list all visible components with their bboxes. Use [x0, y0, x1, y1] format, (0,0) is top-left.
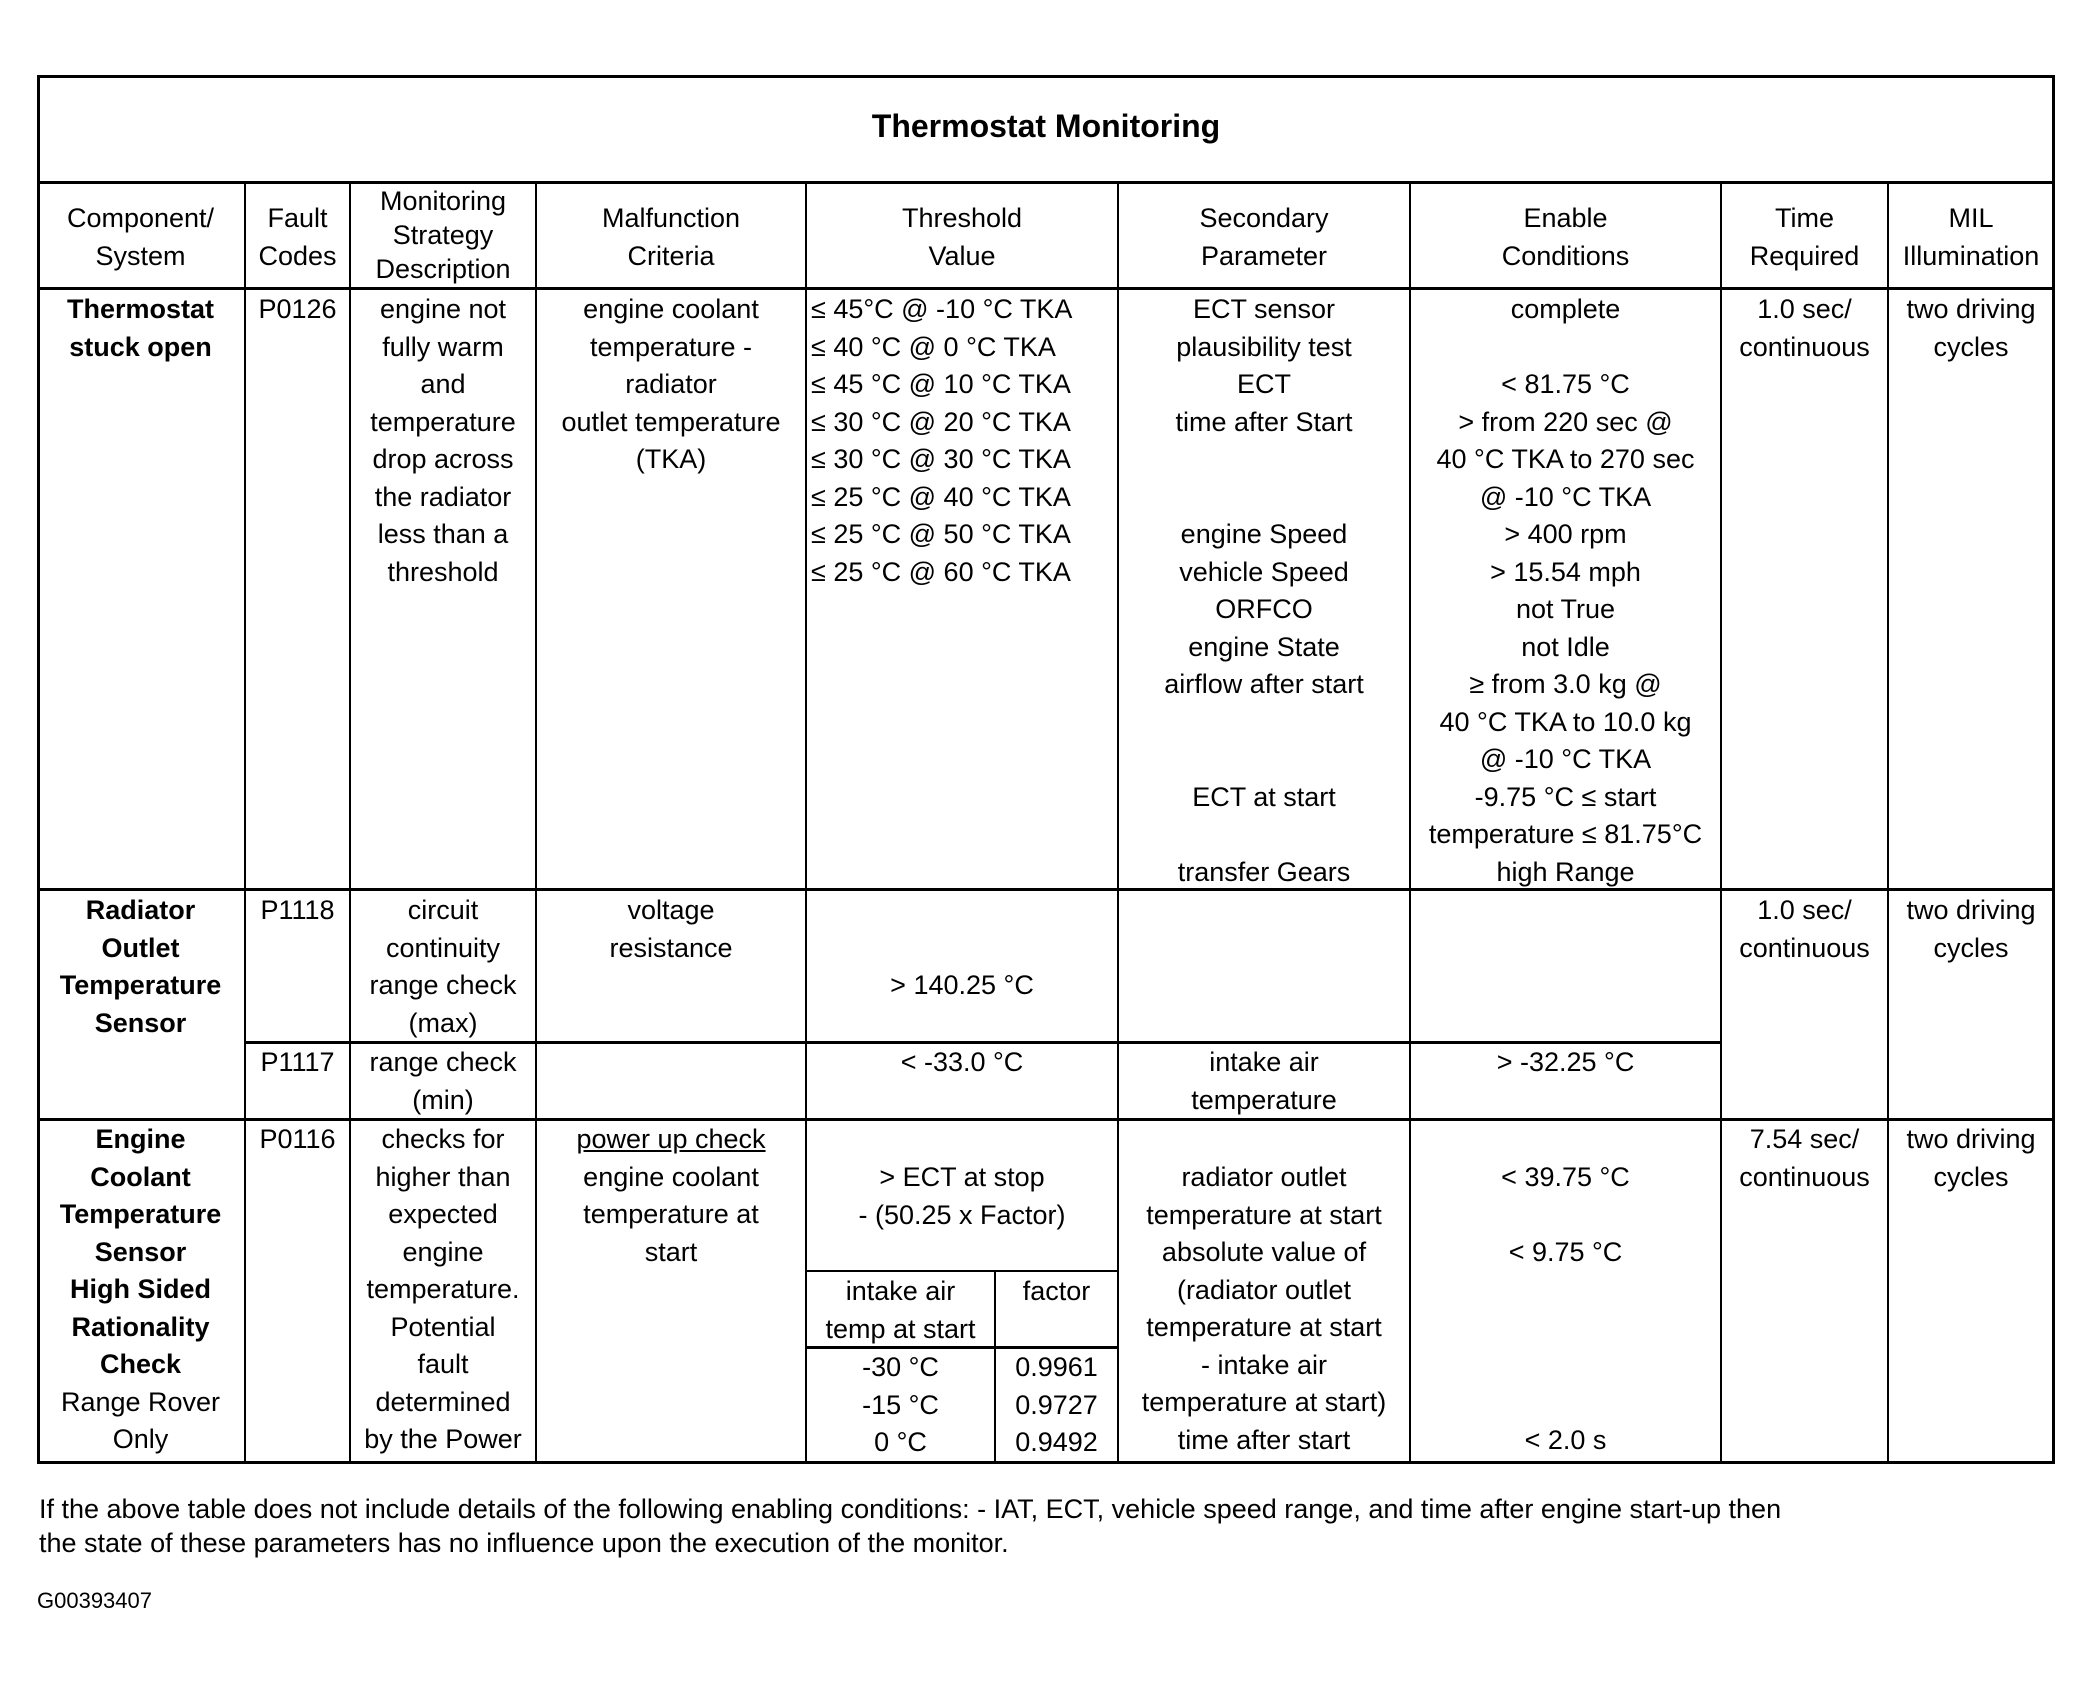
text-line: < 81.75 °C [1501, 369, 1630, 399]
text-line: by the Power [364, 1424, 522, 1454]
text-line [1119, 741, 1409, 779]
radiator-component [37, 892, 244, 1042]
header-secondary [1119, 200, 1409, 275]
col-divider-7 [1720, 181, 1722, 1463]
text-line [1411, 1272, 1720, 1310]
p0116-fault-code: P0116 [259, 1124, 336, 1154]
text-line: > 400 rpm [1504, 519, 1627, 549]
text-line: Engine [95, 1124, 186, 1154]
footnote-line-1: If the above table does not include details of the following enabling conditions: - IAT, ECT, vehicle speed range, and time after engine start-up then [39, 1494, 1782, 1524]
text-line: intake air [1209, 1047, 1319, 1077]
text-line: engine coolant [583, 1161, 759, 1192]
text-line: complete [1510, 294, 1621, 324]
radiator-mil [1889, 892, 2053, 967]
text-line: less than a [377, 519, 509, 549]
header-text: System [95, 240, 186, 271]
header-text: Value [928, 240, 996, 271]
text-line: ≤ 25 °C @ 40 °C TKA [811, 481, 1071, 512]
text-line: ≤ 30 °C @ 30 °C TKA [811, 444, 1071, 474]
text-line: engine Speed [1180, 519, 1348, 549]
p1117-strategy [351, 1044, 535, 1119]
ect-enable [1411, 1159, 1720, 1459]
p1118-strategy [351, 892, 535, 1042]
text-line: airflow after start [1164, 669, 1364, 699]
text-line: Check [99, 1349, 182, 1379]
header-text: Threshold [901, 203, 1023, 233]
text-line: fault [417, 1349, 469, 1379]
text-line: not True [1515, 594, 1616, 624]
footnote-line-2: the state of these parameters has no influence upon the execution of the monitor. [39, 1528, 1009, 1558]
text-line: vehicle Speed [1179, 556, 1349, 587]
text-line: cycles [1933, 1161, 2009, 1192]
text-line: Coolant [90, 1161, 191, 1192]
thermostat-fault-code: P0126 [258, 294, 337, 324]
text-line: Only [112, 1424, 169, 1454]
header-text: Criteria [627, 240, 715, 271]
header-malfunction [537, 200, 805, 275]
p1118-threshold: > 140.25 °C [890, 970, 1034, 1000]
text-line: checks for [381, 1124, 505, 1154]
text-line: two driving [1906, 895, 2036, 925]
text-line: engine [402, 1236, 484, 1267]
text-line: radiator outlet [1181, 1162, 1347, 1192]
factor-row-temp: -15 °C [862, 1389, 939, 1420]
text-line [1119, 704, 1409, 742]
thermostat-secondary [1119, 291, 1409, 891]
text-line: > from 220 sec @ [1458, 406, 1673, 437]
header-time [1722, 200, 1887, 275]
header-fault-codes [246, 200, 349, 275]
header-text: Fault [267, 203, 328, 233]
text-line: temperature [370, 406, 516, 437]
graphic-id: G00393407 [37, 1588, 152, 1613]
text-line: temperature - [589, 331, 753, 362]
text-line: time after Start [1175, 406, 1353, 437]
text-line: 40 °C TKA to 10.0 kg [1439, 706, 1692, 737]
text-line: - intake air [1200, 1349, 1328, 1380]
thermostat-monitoring-table [37, 75, 2055, 1464]
thermostat-component [37, 291, 244, 366]
factor-table-temps [807, 1349, 994, 1462]
factor-row-temp: -30 °C [862, 1352, 939, 1382]
text-line: ≤ 45 °C @ 10 °C TKA [811, 369, 1071, 399]
header-text: Required [1749, 240, 1860, 271]
factor-header-factor: factor [1022, 1276, 1091, 1306]
text-line: voltage [627, 895, 715, 925]
ect-secondary [1119, 1159, 1409, 1459]
text-line [1119, 441, 1409, 479]
text-line: (radiator outlet [1176, 1274, 1352, 1305]
header-text: Parameter [1200, 240, 1328, 271]
text-line: ≤ 25 °C @ 60 °C TKA [811, 556, 1071, 587]
rule-header-bottom [37, 287, 2055, 290]
text-line: Temperature [59, 1199, 222, 1229]
p1117-enable: > -32.25 °C [1496, 1047, 1635, 1077]
text-line: ≤ 40 °C @ 0 °C TKA [811, 331, 1056, 362]
header-text: Description [375, 254, 511, 284]
header-text: Component/ [66, 203, 215, 233]
text-line: > 15.54 mph [1490, 556, 1641, 587]
text-line: determined [375, 1386, 511, 1417]
text-line: two driving [1906, 294, 2036, 324]
text-line: resistance [609, 932, 733, 963]
text-line [1411, 1309, 1720, 1347]
header-text: Enable [1523, 203, 1608, 233]
text-line: ≤ 45°C @ -10 °C TKA [811, 294, 1073, 324]
text-line: 1.0 sec/ [1757, 294, 1852, 324]
text-line: higher than [375, 1161, 511, 1192]
header-text: MIL [1948, 203, 1994, 233]
text-line: engine State [1188, 631, 1340, 662]
col-divider-1 [244, 181, 246, 1463]
p1117-secondary [1119, 1044, 1409, 1119]
text-line: engine not [379, 294, 507, 324]
text-line: continuous [1739, 1161, 1870, 1192]
text-line [1411, 1197, 1720, 1235]
text-line: temperature at start [1146, 1312, 1382, 1342]
factor-row-value: 0.9961 [1015, 1352, 1098, 1382]
table-title: Thermostat Monitoring [871, 108, 1221, 144]
text-line: ≤ 25 °C @ 50 °C TKA [811, 519, 1071, 549]
text-line: 7.54 sec/ [1749, 1124, 1860, 1154]
text-line: temp at start [825, 1313, 976, 1344]
text-line: Rationality [71, 1311, 210, 1342]
text-line: > ECT at stop [879, 1162, 1045, 1192]
factor-row-value: 0.9492 [1015, 1427, 1098, 1457]
text-line: temperature. [366, 1274, 520, 1304]
text-line: @ -10 °C TKA [1479, 744, 1652, 774]
text-line: continuous [1739, 932, 1870, 963]
header-text: Codes [258, 240, 337, 271]
text-line: high Range [1496, 856, 1635, 887]
text-line: < 2.0 s [1524, 1424, 1607, 1455]
text-line: continuous [1739, 331, 1870, 362]
p1117-fault-code: P1117 [260, 1047, 335, 1077]
p1117-threshold: < -33.0 °C [900, 1047, 1024, 1077]
ect-mil [1889, 1121, 2053, 1196]
text-line: ORFCO [1215, 594, 1313, 624]
text-line: engine coolant [583, 294, 759, 324]
text-line: - (50.25 x Factor) [858, 1199, 1066, 1230]
text-line: -9.75 °C ≤ start [1474, 781, 1657, 812]
text-line: ECT sensor [1192, 294, 1336, 324]
ect-malfunction [537, 1121, 805, 1271]
text-line: High Sided [70, 1274, 211, 1304]
text-line: intake air [845, 1276, 956, 1306]
text-line: Thermostat [66, 294, 215, 324]
text-line: ECT at start [1192, 781, 1336, 812]
text-line [1411, 1347, 1720, 1385]
header-text: Conditions [1501, 240, 1630, 271]
text-line: and [420, 369, 466, 399]
header-enable [1411, 200, 1720, 275]
text-line: Sensor [94, 1236, 187, 1267]
text-line: temperature ≤ 81.75°C [1428, 819, 1703, 849]
text-line: Potential [390, 1311, 496, 1342]
text-line: Outlet [101, 932, 180, 963]
header-threshold [807, 200, 1117, 275]
text-line: time after start [1177, 1424, 1351, 1455]
header-text: Time [1775, 203, 1834, 233]
text-line [1411, 1384, 1720, 1422]
text-line: ≥ from 3.0 kg @ [1469, 669, 1662, 699]
text-line: (max) [408, 1007, 478, 1038]
header-strategy [351, 184, 535, 286]
ect-component [37, 1121, 244, 1459]
factor-header-temp [807, 1273, 994, 1348]
text-line: Temperature [59, 970, 222, 1000]
p1118-malfunction [537, 892, 805, 967]
text-line: expected [388, 1199, 498, 1229]
text-line [1119, 816, 1409, 854]
power-up-check-label: power up check [576, 1124, 766, 1154]
text-line: radiator [625, 369, 717, 399]
text-line: outlet temperature [561, 406, 781, 437]
text-line: cycles [1933, 331, 2009, 362]
text-line: 1.0 sec/ [1757, 895, 1852, 925]
text-line: Range Rover [60, 1386, 221, 1417]
text-line: range check [369, 970, 517, 1000]
text-line: cycles [1933, 932, 2009, 963]
radiator-time [1722, 892, 1887, 967]
text-line: absolute value of [1161, 1237, 1367, 1267]
rule-title-bottom [37, 181, 2055, 184]
header-text: Monitoring [379, 186, 507, 216]
thermostat-mil [1889, 291, 2053, 366]
rule-factor-top [806, 1270, 1118, 1272]
thermostat-enable [1411, 291, 1720, 891]
text-line: temperature at start) [1141, 1387, 1387, 1417]
text-line: @ -10 °C TKA [1479, 481, 1652, 512]
p1118-fault-code: P1118 [260, 895, 335, 925]
text-line [1411, 329, 1720, 367]
text-line: fully warm [382, 331, 504, 362]
factor-row-temp: 0 °C [874, 1427, 927, 1457]
thermostat-malfunction [537, 291, 805, 479]
text-line: ≤ 30 °C @ 20 °C TKA [811, 406, 1071, 437]
factor-row-value: 0.9727 [1015, 1389, 1098, 1420]
header-text: Strategy [392, 220, 494, 250]
text-line: temperature at start [1146, 1199, 1382, 1230]
text-line [1119, 479, 1409, 517]
ect-time [1722, 1121, 1887, 1196]
text-line: range check [369, 1047, 517, 1077]
text-line: transfer Gears [1177, 856, 1351, 887]
text-line: the radiator [374, 481, 512, 512]
text-line: not Idle [1521, 631, 1610, 662]
text-line: plausibility test [1176, 331, 1352, 362]
text-line: circuit [407, 895, 479, 925]
text-line: 40 °C TKA to 270 sec [1436, 444, 1695, 474]
header-mil [1889, 200, 2053, 275]
text-line: drop across [372, 444, 514, 474]
text-line: stuck open [69, 331, 212, 362]
header-text: Malfunction [601, 203, 741, 233]
header-text: Secondary [1199, 203, 1329, 233]
text-line: temperature [1191, 1084, 1337, 1115]
header-text: Illumination [1902, 240, 2040, 271]
thermostat-time [1722, 291, 1887, 366]
factor-table-values [996, 1349, 1117, 1462]
text-line: ECT [1237, 369, 1291, 399]
text-line: (min) [412, 1084, 474, 1115]
col-divider-8 [1887, 181, 1889, 1463]
text-line: threshold [387, 556, 499, 587]
ect-threshold [807, 1159, 1117, 1234]
text-line: < 39.75 °C [1501, 1162, 1630, 1192]
text-line: temperature at [583, 1199, 759, 1229]
text-line: Radiator [85, 895, 196, 925]
text-line: Sensor [94, 1007, 187, 1038]
ect-strategy [351, 1121, 535, 1459]
thermostat-strategy [351, 291, 535, 591]
text-line: start [644, 1236, 698, 1267]
text-line: < 9.75 °C [1508, 1237, 1623, 1267]
thermostat-threshold [807, 291, 1117, 591]
text-line: two driving [1906, 1124, 2036, 1154]
text-line: continuity [385, 932, 501, 963]
header-component [37, 200, 244, 275]
rule-thermostat-bottom [37, 888, 2055, 891]
text-line: (TKA) [635, 444, 707, 474]
